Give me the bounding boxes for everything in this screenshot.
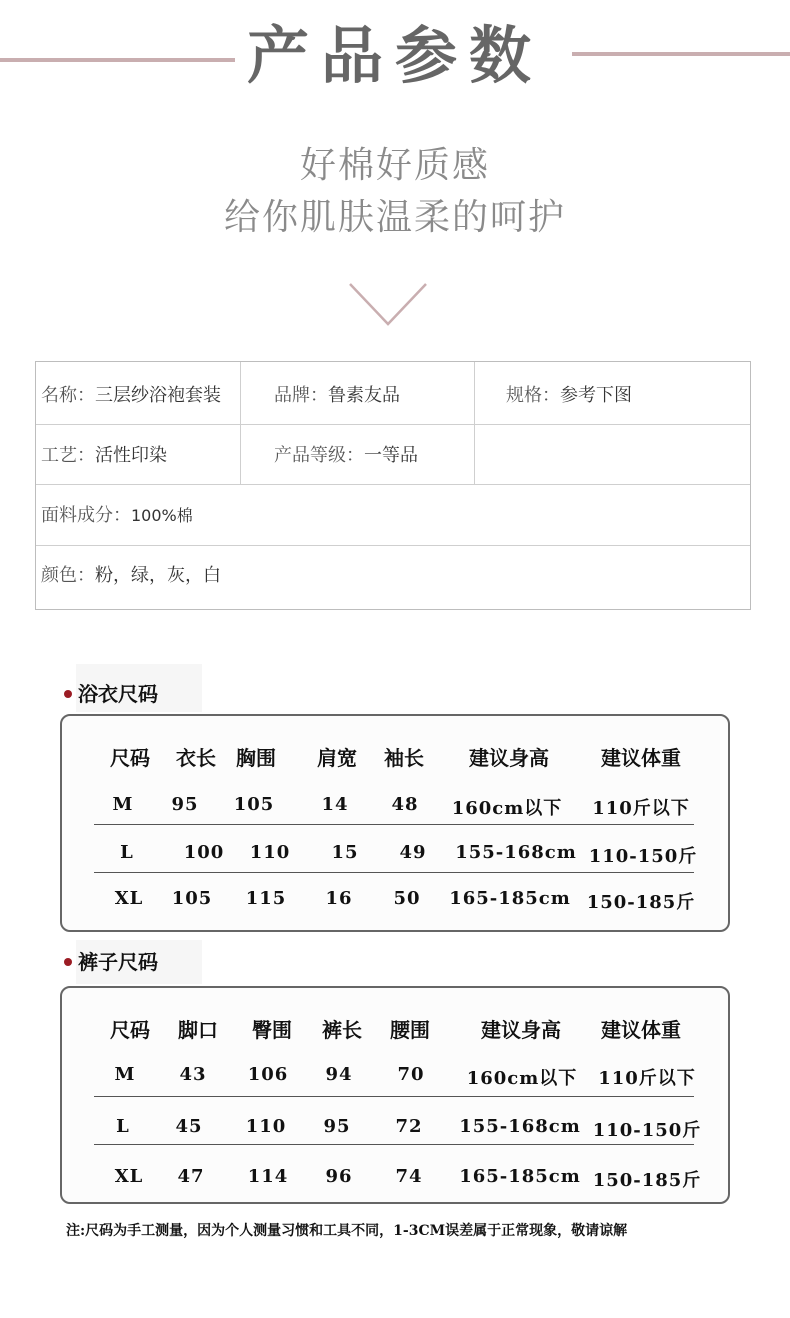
robe-header-sleeve: 袖长 <box>384 746 424 770</box>
table-cell: M <box>112 794 134 815</box>
pants-header-weight: 建议体重 <box>601 1018 681 1042</box>
table-cell: 160cm以下 <box>451 798 563 819</box>
slogan-line-2: 给你肌肤温柔的呵护 <box>223 197 566 238</box>
table-cell: 14 <box>321 794 349 815</box>
info-craft: 工艺：活性印染 <box>41 445 167 466</box>
table-cell: L <box>120 842 134 863</box>
table-cell: L <box>116 1116 130 1137</box>
info-fabric: 面料成分：100%棉 <box>41 505 193 526</box>
table-cell: 155-168cm <box>459 1116 581 1137</box>
table-cell: 15 <box>331 842 359 863</box>
table-cell: 165-185cm <box>449 888 571 909</box>
row-divider <box>94 872 694 873</box>
pants-header-waist: 腰围 <box>390 1018 430 1042</box>
table-cell: 110斤以下 <box>592 798 690 819</box>
table-cell: 43 <box>179 1064 207 1085</box>
pants-header-hip: 臀围 <box>252 1018 292 1042</box>
info-grade: 产品等级：一等品 <box>274 445 418 466</box>
table-cell: 95 <box>323 1116 351 1137</box>
table-cell: 94 <box>325 1064 353 1085</box>
robe-header-chest: 胸围 <box>236 746 276 770</box>
table-cell: 45 <box>175 1116 203 1137</box>
table-cell: 50 <box>393 888 421 909</box>
table-cell: 106 <box>247 1064 289 1085</box>
table-cell: XL <box>114 1166 144 1187</box>
product-info-table <box>35 361 751 610</box>
measurement-note: 注:尺码为手工测量，因为个人测量习惯和工具不同，1-3CM误差属于正常现象，敬请谅解 <box>66 1223 628 1239</box>
info-name: 名称：三层纱浴袍套装 <box>41 385 221 406</box>
page-title: 产品参数 <box>246 19 543 92</box>
table-cell: 100 <box>183 842 225 863</box>
table-cell: 47 <box>177 1166 205 1187</box>
pants-size-heading: 裤子尺码 <box>64 946 158 975</box>
table-cell: 74 <box>395 1166 423 1187</box>
chevron-down-icon <box>348 282 428 328</box>
table-cell: 150-185斤 <box>586 892 696 913</box>
bullet-dot-icon <box>64 690 72 698</box>
robe-header-size: 尺码 <box>110 746 150 770</box>
info-color: 颜色：粉，绿，灰，白 <box>41 565 221 586</box>
robe-header-length: 衣长 <box>176 746 216 770</box>
table-cell: 110 <box>249 842 291 863</box>
table-cell: 48 <box>391 794 419 815</box>
table-cell: 72 <box>395 1116 423 1137</box>
row-divider <box>94 1144 694 1145</box>
table-cell: 70 <box>397 1064 425 1085</box>
info-brand: 品牌：鲁素友品 <box>274 385 400 406</box>
table-cell: 115 <box>245 888 287 909</box>
robe-header-shoulder: 肩宽 <box>317 746 357 770</box>
pants-size-table <box>60 986 730 1204</box>
table-cell: 110-150斤 <box>592 1120 702 1141</box>
row-divider <box>94 1096 694 1097</box>
slogan-line-1: 好棉好质感 <box>299 145 490 186</box>
pants-header-length: 裤长 <box>322 1018 362 1042</box>
table-cell: 114 <box>247 1166 289 1187</box>
table-cell: XL <box>114 888 144 909</box>
robe-header-height: 建议身高 <box>469 746 549 770</box>
table-cell: 165-185cm <box>459 1166 581 1187</box>
table-cell: 105 <box>233 794 275 815</box>
pants-header-hem: 脚口 <box>178 1018 218 1042</box>
info-spec: 规格：参考下图 <box>506 385 632 406</box>
table-cell: 49 <box>399 842 427 863</box>
table-cell: 110斤以下 <box>598 1068 696 1089</box>
table-cell: 16 <box>325 888 353 909</box>
pants-header-size: 尺码 <box>110 1018 150 1042</box>
table-cell: 110-150斤 <box>588 846 698 867</box>
table-cell: 96 <box>325 1166 353 1187</box>
pants-header-height: 建议身高 <box>481 1018 561 1042</box>
robe-size-heading: 浴衣尺码 <box>64 678 158 707</box>
row-divider <box>94 824 694 825</box>
table-cell: 95 <box>171 794 199 815</box>
table-cell: 150-185斤 <box>592 1170 702 1191</box>
table-cell: 110 <box>245 1116 287 1137</box>
table-cell: 155-168cm <box>455 842 577 863</box>
robe-size-table <box>60 714 730 932</box>
table-cell: M <box>114 1064 136 1085</box>
robe-header-weight: 建议体重 <box>601 746 681 770</box>
bullet-dot-icon <box>64 958 72 966</box>
table-cell: 160cm以下 <box>466 1068 578 1089</box>
table-cell: 105 <box>171 888 213 909</box>
